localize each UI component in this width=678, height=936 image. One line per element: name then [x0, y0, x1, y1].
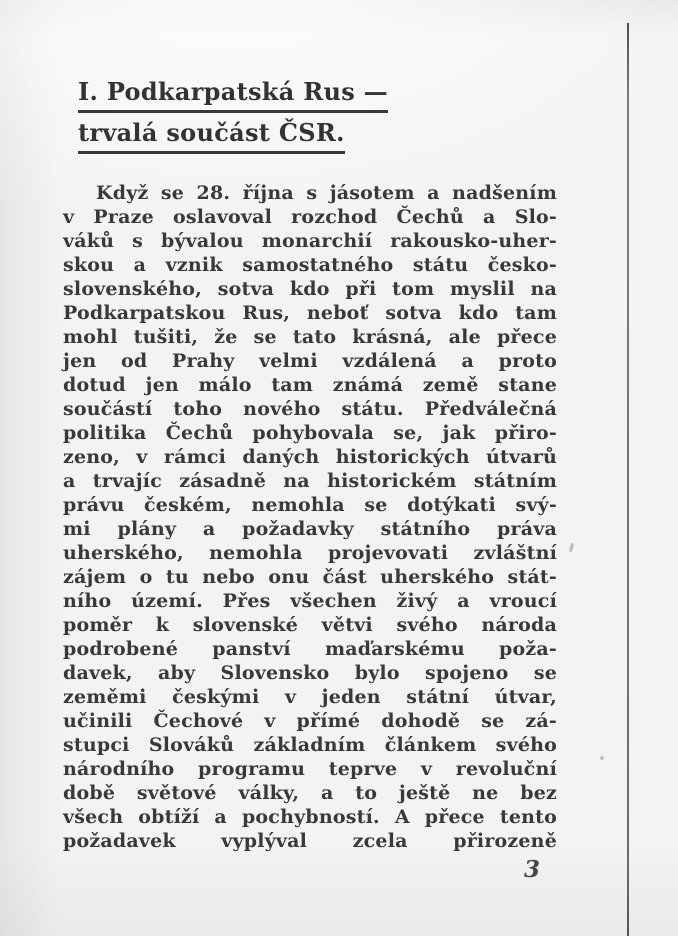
chapter-heading-line-2: trvalá součást ČSR.: [78, 120, 345, 154]
text-line: váků s bývalou monarchií rakousko-uher-: [63, 230, 557, 252]
text-line: Když se 28. října s jásotem a nadšením: [96, 182, 557, 204]
chapter-heading: [78, 79, 388, 161]
text-line: v Praze oslavoval rozchod Čechů a Slo-: [63, 206, 557, 228]
text-line: skou a vznik samostatného státu česko-: [63, 254, 557, 276]
body-paragraph: [63, 181, 557, 853]
text-line: a trvajíc zásadně na historickém státním: [63, 470, 557, 492]
chapter-heading-line-1: I. Podkarpatská Rus —: [78, 79, 388, 113]
text-line: jen od Prahy velmi vzdálená a proto: [63, 350, 557, 372]
text-line: ního území. Přes všechen živý a vroucí: [63, 590, 557, 612]
text-line: právu českém, nemohla se dotýkati svý-: [63, 494, 557, 516]
text-line: mohl tušiti, že se tato krásná, ale přece: [63, 326, 557, 348]
text-line: učinili Čechové v přímé dohodě se zá-: [63, 710, 557, 732]
text-line: davek, aby Slovensko bylo spojeno se: [63, 662, 557, 684]
text-line: zeměmi českými v jeden státní útvar,: [63, 686, 557, 708]
ink-speck: [569, 543, 574, 552]
ink-speck: [600, 756, 604, 760]
text-line: součástí toho nového státu. Předválečná: [63, 398, 557, 420]
page-edge-rule: [627, 23, 629, 936]
text-line: požadavek vyplýval zcela přirozeně: [63, 830, 557, 852]
text-line: slovenského, sotva kdo při tom myslil na: [63, 278, 557, 300]
text-line: dotud jen málo tam známá země stane: [63, 374, 557, 396]
text-line: stupci Slováků základním článkem svého: [63, 734, 557, 756]
text-line: všech obtíží a pochybností. A přece tento: [63, 806, 557, 828]
text-line: poměr k slovenské větvi svého národa: [63, 614, 557, 636]
text-line: zájem o tu nebo onu část uherského stát-: [63, 566, 557, 588]
text-line: době světové války, a to ještě ne bez: [63, 782, 557, 804]
text-line: národního programu teprve v revoluční: [63, 758, 557, 780]
text-line: mi plány a požadavky státního práva: [63, 518, 557, 540]
text-line: podrobené panství maďarskému poža-: [63, 638, 557, 660]
text-line: Podkarpatskou Rus, neboť sotva kdo tam: [63, 302, 557, 324]
text-line: zeno, v rámci daných historických útvarů: [63, 446, 557, 468]
text-line: politika Čechů pohybovala se, jak přiro-: [63, 422, 557, 444]
page-number: 3: [524, 856, 541, 883]
text-line: uherského, nemohla projevovati zvláštní: [63, 542, 557, 564]
